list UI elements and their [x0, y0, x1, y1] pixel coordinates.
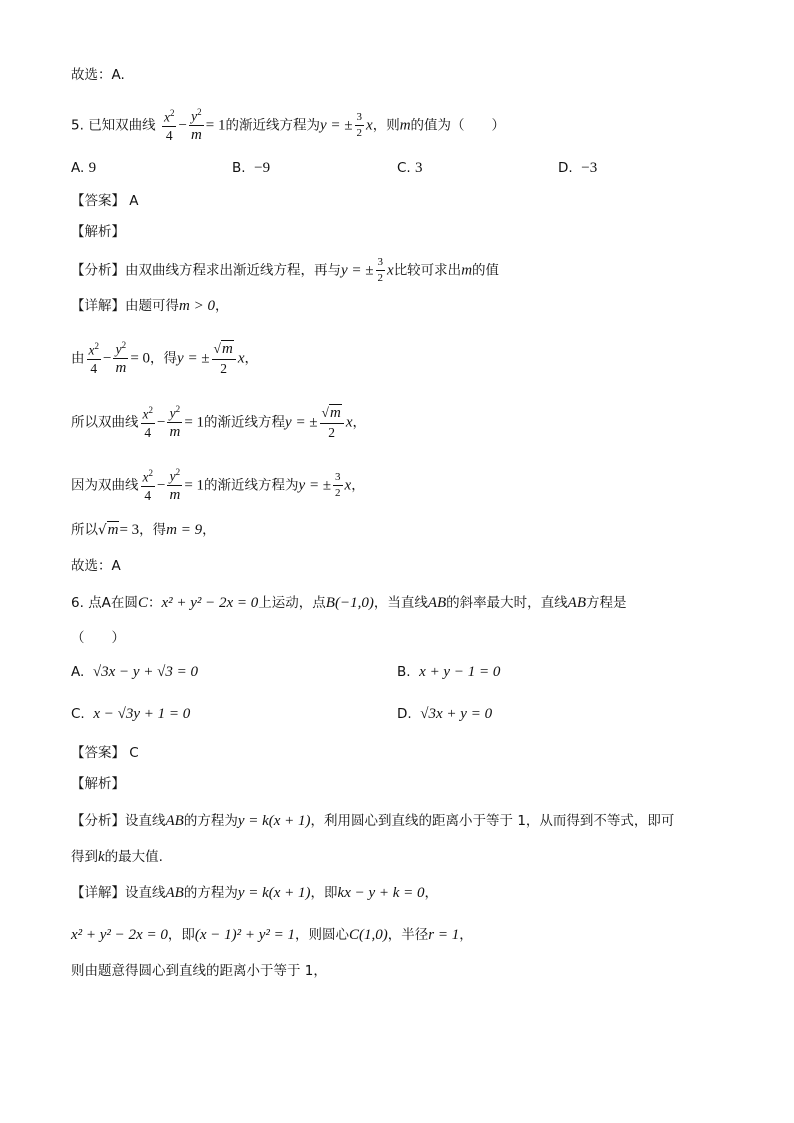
q5-detail-5: 所以√m= 3，得m = 9， — [71, 522, 216, 538]
q6-paren: （ ） — [71, 630, 125, 646]
fraction: $\frac{x^2}{4}$ — [88, 340, 99, 376]
prev-answer: 故选：A. — [71, 67, 125, 83]
q6-option-d: D. √3x + y = 0 — [397, 706, 493, 722]
q6-option-b: B. x + y − 1 = 0 — [397, 664, 501, 680]
q6-detail-2: x² + y² − 2x = 0，即(x − 1)² + y² = 1，则圆心C(1,0)，半径r = 1， — [71, 927, 473, 943]
fraction: $\frac{x^2}{4}$ — [142, 467, 153, 503]
fraction: $\frac{√m}{2}$ — [320, 406, 344, 440]
fraction: $\frac{y^2}{m}$ — [115, 340, 127, 376]
q5-detail-4: 因为双曲线 $\frac{x^2}{4}$ − $\frac{y^2}{m}$ = 1的渐近线方程为y = ± $\frac{3}{2}$ x， — [71, 467, 365, 503]
q5-option-a: A. 9 — [71, 160, 97, 176]
q6-option-c: C. x − √3y + 1 = 0 — [71, 706, 191, 722]
q6-answer: 【答案】 C — [71, 745, 139, 761]
q5-option-c: C. 3 — [397, 160, 423, 176]
fraction: $\frac{y^2}{m}$ — [169, 404, 181, 440]
fraction: $\frac{y^2}{m}$ — [190, 107, 202, 143]
fraction: $\frac{3}{2}$ — [377, 256, 384, 284]
fraction: $\frac{y^2}{m}$ — [169, 467, 181, 503]
q5-detail-1: 【详解】由题可得m > 0， — [71, 298, 229, 314]
q6-option-a: A. √3x − y + √3 = 0 — [71, 664, 199, 680]
fraction: $\frac{√m}{2}$ — [212, 342, 236, 376]
q6-fenxi-2: 得到k的最大值. — [71, 849, 163, 865]
fraction: $\frac{x^2}{4}$ — [163, 107, 175, 143]
q5-stem: 5. 已知双曲线 $\frac{x^2}{4}$ − $\frac{y^2}{m}$ = 1的渐近线方程为y = ± $\frac{3}{2}$ x，则m的值为（ ） — [71, 107, 506, 143]
q6-detail-1: 【详解】设直线AB的方程为y = k(x + 1)，即kx − y + k = 0， — [71, 885, 439, 901]
q5-detail-3: 所以双曲线 $\frac{x^2}{4}$ − $\frac{y^2}{m}$ = 1的渐近线方程y = ± $\frac{√m}{2}$ x， — [71, 404, 366, 440]
q5-detail-2: 由 $\frac{x^2}{4}$ − $\frac{y^2}{m}$ = 0，得y = ± $\frac{√m}{2}$ x， — [71, 340, 258, 376]
fraction: $\frac{x^2}{4}$ — [142, 404, 153, 440]
q5-analysis-tag: 【解析】 — [71, 224, 125, 240]
q5-number: 5. — [71, 117, 84, 134]
q5-option-d: D. −3 — [558, 160, 598, 176]
q5-answer: 【答案】 A — [71, 193, 139, 209]
q6-detail-3: 则由题意得圆心到直线的距离小于等于 1， — [71, 963, 327, 979]
q5-final: 故选：A — [71, 558, 121, 574]
q6-fenxi-1: 【分析】设直线AB的方程为y = k(x + 1)，利用圆心到直线的距离小于等于 1，从而得到不等式，即可 — [71, 813, 675, 829]
q6-stem: 6. 点A在圆C：x² + y² − 2x = 0上运动，点B(−1,0)，当直线AB的斜率最大时，直线AB方程是 — [71, 595, 627, 611]
fraction: $\frac{3}{2}$ — [335, 471, 341, 499]
q5-option-b: B. −9 — [232, 160, 271, 176]
q5-fenxi: 【分析】由双曲线方程求出渐近线方程，再与y = ± $\frac{3}{2}$ x比较可求出m的值 — [71, 256, 500, 284]
fraction: $\frac{3}{2}$ — [356, 111, 363, 139]
q6-analysis-tag: 【解析】 — [71, 776, 125, 792]
